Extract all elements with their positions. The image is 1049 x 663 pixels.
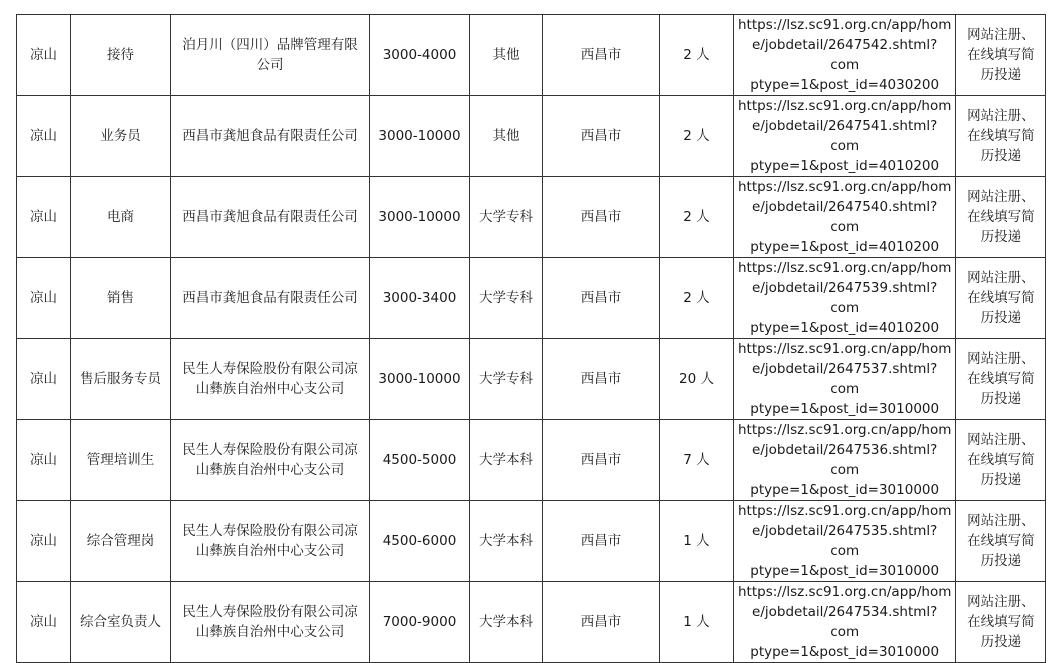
apply-method-line: 网站注册、 <box>967 189 1035 205</box>
position-cell: 电商 <box>71 177 171 258</box>
apply-method-line: 在线填写简 <box>967 452 1035 468</box>
job-url-line[interactable]: https://lsz.sc91.org.cn/app/hom <box>738 17 952 33</box>
salary-cell: 4500-6000 <box>370 501 470 582</box>
headcount-cell: 2 人 <box>660 258 734 339</box>
apply-method-cell <box>956 501 1046 582</box>
job-listing-table <box>16 14 1046 663</box>
headcount-cell: 2 人 <box>660 15 734 96</box>
location-cell: 西昌市 <box>543 96 660 177</box>
headcount-cell: 1 人 <box>660 582 734 663</box>
job-url-cell[interactable] <box>734 420 956 501</box>
apply-method-line: 在线填写简 <box>967 290 1035 306</box>
table-row <box>17 177 1046 258</box>
company-cell: 泊月川（四川）品牌管理有限公司 <box>171 15 370 96</box>
job-url-line[interactable]: ptype=1&post_id=4010200 <box>750 320 940 336</box>
job-url-cell[interactable] <box>734 582 956 663</box>
job-url-line[interactable]: ptype=1&post_id=3010000 <box>750 644 940 660</box>
headcount-cell: 7 人 <box>660 420 734 501</box>
salary-cell: 4500-5000 <box>370 420 470 501</box>
table-row <box>17 258 1046 339</box>
apply-method-line: 在线填写简 <box>967 371 1035 387</box>
education-cell: 大学本科 <box>470 582 543 663</box>
apply-method-cell <box>956 582 1046 663</box>
position-cell: 售后服务专员 <box>71 339 171 420</box>
apply-method-line: 历投递 <box>980 472 1022 488</box>
education-cell: 大学专科 <box>470 339 543 420</box>
region-cell: 凉山 <box>17 501 71 582</box>
apply-method-line: 历投递 <box>980 634 1022 650</box>
apply-method-line: 网站注册、 <box>967 513 1035 529</box>
position-cell: 综合管理岗 <box>71 501 171 582</box>
salary-cell: 3000-4000 <box>370 15 470 96</box>
position-cell: 管理培训生 <box>71 420 171 501</box>
job-url-line[interactable]: https://lsz.sc91.org.cn/app/hom <box>738 260 952 276</box>
headcount-cell: 2 人 <box>660 177 734 258</box>
job-url-line[interactable]: https://lsz.sc91.org.cn/app/hom <box>738 503 952 519</box>
headcount-cell: 2 人 <box>660 96 734 177</box>
headcount-cell: 20 人 <box>660 339 734 420</box>
job-url-line[interactable]: e/jobdetail/2647534.shtml?com <box>752 604 938 640</box>
apply-method-line: 网站注册、 <box>967 27 1035 43</box>
apply-method-line: 在线填写简 <box>967 614 1035 630</box>
apply-method-line: 历投递 <box>980 67 1022 83</box>
headcount-cell: 1 人 <box>660 501 734 582</box>
apply-method-line: 历投递 <box>980 148 1022 164</box>
job-url-cell[interactable] <box>734 96 956 177</box>
apply-method-line: 历投递 <box>980 391 1022 407</box>
job-url-cell[interactable] <box>734 177 956 258</box>
position-cell: 业务员 <box>71 96 171 177</box>
location-cell: 西昌市 <box>543 339 660 420</box>
salary-cell: 7000-9000 <box>370 582 470 663</box>
job-url-line[interactable]: ptype=1&post_id=3010000 <box>750 482 940 498</box>
education-cell: 其他 <box>470 15 543 96</box>
region-cell: 凉山 <box>17 177 71 258</box>
job-url-line[interactable]: https://lsz.sc91.org.cn/app/hom <box>738 179 952 195</box>
apply-method-line: 历投递 <box>980 553 1022 569</box>
apply-method-line: 在线填写简 <box>967 128 1035 144</box>
apply-method-cell <box>956 96 1046 177</box>
location-cell: 西昌市 <box>543 582 660 663</box>
location-cell: 西昌市 <box>543 258 660 339</box>
job-table-body <box>17 15 1046 663</box>
apply-method-line: 网站注册、 <box>967 351 1035 367</box>
table-row <box>17 15 1046 96</box>
job-url-line[interactable]: e/jobdetail/2647542.shtml?com <box>752 37 938 73</box>
location-cell: 西昌市 <box>543 15 660 96</box>
location-cell: 西昌市 <box>543 501 660 582</box>
company-cell: 民生人寿保险股份有限公司凉山彝族自治州中心支公司 <box>171 501 370 582</box>
apply-method-line: 网站注册、 <box>967 594 1035 610</box>
region-cell: 凉山 <box>17 258 71 339</box>
job-url-line[interactable]: e/jobdetail/2647541.shtml?com <box>752 118 938 154</box>
job-url-line[interactable]: ptype=1&post_id=4010200 <box>750 158 940 174</box>
apply-method-line: 网站注册、 <box>967 108 1035 124</box>
table-row <box>17 96 1046 177</box>
education-cell: 大学本科 <box>470 501 543 582</box>
apply-method-line: 历投递 <box>980 310 1022 326</box>
job-url-line[interactable]: e/jobdetail/2647540.shtml?com <box>752 199 938 235</box>
job-url-line[interactable]: https://lsz.sc91.org.cn/app/hom <box>738 584 952 600</box>
table-row <box>17 582 1046 663</box>
job-url-line[interactable]: ptype=1&post_id=3010000 <box>750 401 940 417</box>
job-url-line[interactable]: e/jobdetail/2647539.shtml?com <box>752 280 938 316</box>
company-cell: 民生人寿保险股份有限公司凉山彝族自治州中心支公司 <box>171 339 370 420</box>
location-cell: 西昌市 <box>543 420 660 501</box>
job-url-line[interactable]: ptype=1&post_id=4030200 <box>750 77 940 93</box>
job-url-line[interactable]: https://lsz.sc91.org.cn/app/hom <box>738 98 952 114</box>
apply-method-cell <box>956 15 1046 96</box>
job-url-line[interactable]: https://lsz.sc91.org.cn/app/hom <box>738 422 952 438</box>
apply-method-cell <box>956 420 1046 501</box>
region-cell: 凉山 <box>17 96 71 177</box>
region-cell: 凉山 <box>17 420 71 501</box>
location-cell: 西昌市 <box>543 177 660 258</box>
salary-cell: 3000-10000 <box>370 339 470 420</box>
job-url-cell[interactable] <box>734 258 956 339</box>
apply-method-cell <box>956 339 1046 420</box>
job-url-line[interactable]: ptype=1&post_id=3010000 <box>750 563 940 579</box>
job-url-line[interactable]: https://lsz.sc91.org.cn/app/hom <box>738 341 952 357</box>
apply-method-line: 历投递 <box>980 229 1022 245</box>
apply-method-line: 在线填写简 <box>967 209 1035 225</box>
job-url-line[interactable]: e/jobdetail/2647536.shtml?com <box>752 442 938 478</box>
position-cell: 综合室负责人 <box>71 582 171 663</box>
education-cell: 其他 <box>470 96 543 177</box>
apply-method-line: 在线填写简 <box>967 47 1035 63</box>
region-cell: 凉山 <box>17 15 71 96</box>
job-url-line[interactable]: ptype=1&post_id=4010200 <box>750 239 940 255</box>
job-url-cell[interactable] <box>734 339 956 420</box>
salary-cell: 3000-10000 <box>370 177 470 258</box>
job-url-cell[interactable] <box>734 15 956 96</box>
apply-method-cell <box>956 177 1046 258</box>
company-cell: 西昌市龚旭食品有限责任公司 <box>171 258 370 339</box>
position-cell: 销售 <box>71 258 171 339</box>
education-cell: 大学本科 <box>470 420 543 501</box>
table-row <box>17 339 1046 420</box>
table-row <box>17 501 1046 582</box>
apply-method-line: 网站注册、 <box>967 270 1035 286</box>
table-row <box>17 420 1046 501</box>
job-url-line[interactable]: e/jobdetail/2647535.shtml?com <box>752 523 938 559</box>
region-cell: 凉山 <box>17 582 71 663</box>
apply-method-line: 在线填写简 <box>967 533 1035 549</box>
education-cell: 大学专科 <box>470 258 543 339</box>
salary-cell: 3000-10000 <box>370 96 470 177</box>
company-cell: 民生人寿保险股份有限公司凉山彝族自治州中心支公司 <box>171 582 370 663</box>
company-cell: 西昌市龚旭食品有限责任公司 <box>171 177 370 258</box>
job-url-cell[interactable] <box>734 501 956 582</box>
job-url-line[interactable]: e/jobdetail/2647537.shtml?com <box>752 361 938 397</box>
company-cell: 西昌市龚旭食品有限责任公司 <box>171 96 370 177</box>
company-cell: 民生人寿保险股份有限公司凉山彝族自治州中心支公司 <box>171 420 370 501</box>
apply-method-cell <box>956 258 1046 339</box>
salary-cell: 3000-3400 <box>370 258 470 339</box>
education-cell: 大学专科 <box>470 177 543 258</box>
region-cell: 凉山 <box>17 339 71 420</box>
position-cell: 接待 <box>71 15 171 96</box>
apply-method-line: 网站注册、 <box>967 432 1035 448</box>
